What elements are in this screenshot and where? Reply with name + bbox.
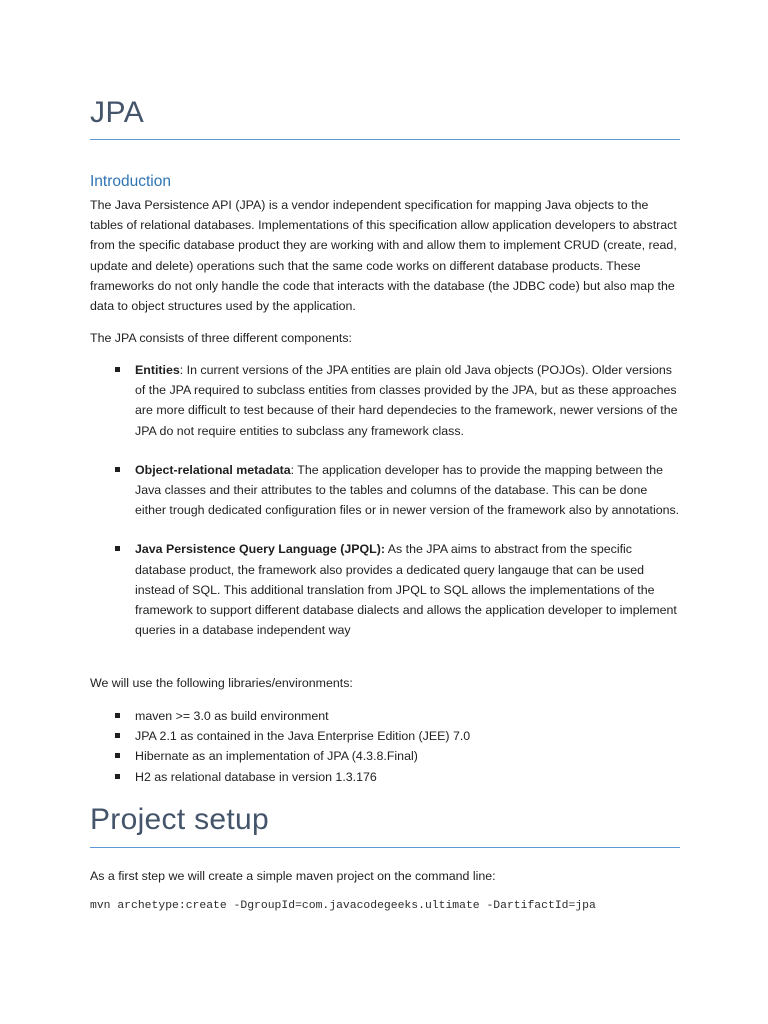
list-item-term: Java Persistence Query Language (JPQL): (135, 542, 385, 557)
section-heading-introduction: Introduction (90, 173, 171, 190)
intro-paragraph: The Java Persistence API (JPA) is a vendor independent specification for mapping Java objects to the tables of relational databases. Implementations of this specification allow application developers to abstract from the specific database product they are working with and allow them to implement CRUD (create, read, update and delete) operations such that the same code works on different database products. These frameworks do not only handle the code that interacts with the database (the JDBC code) but also map the data to object structures used by the application. (90, 198, 677, 314)
square-bullet-icon (115, 733, 120, 738)
list-item (90, 726, 680, 746)
square-bullet-icon (115, 546, 120, 551)
square-bullet-icon (115, 774, 120, 779)
section-title-project-setup: Project setup (90, 803, 269, 836)
list-item-text: As the JPA aims to abstract from the specific database product, the framework also provides a dedicated query langauge that can be used instead of SQL. This additional translation from JPQL to SQL allows the implementations of the framework to support different database dialects and allows the application developer to implement queries in a database independent way (135, 542, 677, 638)
setup-paragraph: As a first step we will create a simple maven project on the command line: (90, 869, 496, 883)
list-item-text: H2 as relational database in version 1.3.176 (135, 769, 377, 784)
square-bullet-icon (115, 713, 120, 718)
list-item-object-relational-metadata (90, 460, 680, 521)
list-item-term: Object-relational metadata (135, 462, 291, 477)
list-item (90, 706, 680, 726)
libraries-list (90, 706, 680, 787)
list-item-text: : The application developer has to provide the mapping between the Java classes and their attributes to the tables and columns of the database. This can be done either trough dedicated configuration files or in newer version of the framework also by annotations. (135, 462, 680, 518)
components-list (90, 360, 680, 659)
list-item (90, 767, 680, 787)
command-code-block: mvn archetype:create -DgroupId=com.javacodegeeks.ultimate -DartifactId=jpa (90, 900, 596, 912)
components-intro: The JPA consists of three different components: (90, 331, 352, 345)
list-item-entities (90, 360, 680, 441)
libraries-intro: We will use the following libraries/environments: (90, 676, 353, 690)
list-item-text: : In current versions of the JPA entities are plain old Java objects (POJOs). Older versions of the JPA required to subclass entities from classes provided by the JPA, but as these approaches are more difficult to test because of their hard dependecies to the framework, newer versions of the JPA do not require entities to subclass any framework class. (135, 363, 678, 438)
list-item-term: Entities (135, 363, 180, 377)
square-bullet-icon (115, 367, 120, 372)
square-bullet-icon (115, 753, 120, 758)
list-item-text: Hibernate as an implementation of JPA (4.3.8.Final) (135, 749, 418, 764)
section-underline (90, 847, 680, 848)
list-item (90, 746, 680, 766)
page-title: JPA (90, 96, 145, 129)
title-underline (90, 139, 680, 140)
list-item-text: JPA 2.1 as contained in the Java Enterprise Edition (JEE) 7.0 (135, 729, 471, 744)
square-bullet-icon (115, 467, 120, 472)
list-item-jpql (90, 539, 680, 640)
list-item-text: maven >= 3.0 as build environment (135, 709, 329, 723)
